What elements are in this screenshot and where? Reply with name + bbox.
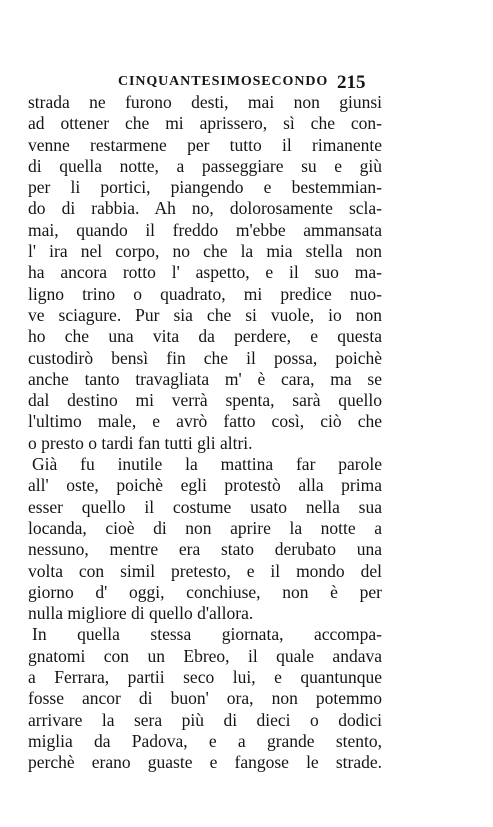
body-text bbox=[28, 92, 382, 774]
text-line: l' ira nel corpo, no che la mia stella non bbox=[28, 241, 382, 262]
text-line: dal destino mi verrà spenta, sarà quello bbox=[28, 390, 382, 411]
text-line: mai, quando il freddo m'ebbe ammansata bbox=[28, 219, 382, 240]
paragraph-start-line: Già fu inutile la mattina far parole bbox=[32, 454, 382, 475]
text-line: strada ne furono desti, mai non giunsi bbox=[28, 92, 382, 112]
text-line: per li portici, piangendo e bestemmian- bbox=[28, 177, 382, 198]
text-line: anche tanto travagliata m' è cara, ma se bbox=[28, 368, 382, 389]
text-line: fosse ancor di buon' ora, non potemmo bbox=[28, 688, 382, 709]
text-line: arrivare la sera più di dieci o dodici bbox=[28, 709, 382, 730]
text-line: ha ancora rotto l' aspetto, e il suo ma- bbox=[28, 262, 382, 283]
text-line: l'ultimo male, e avrò fatto così, ciò che bbox=[28, 411, 382, 432]
text-line: locanda, cioè di non aprire la notte a bbox=[28, 517, 382, 538]
text-line: do di rabbia. Ah no, dolorosamente scla- bbox=[28, 198, 382, 219]
text-line: venne restarmene per tutto il rimanente bbox=[28, 134, 382, 155]
text-line: giorno d' oggi, conchiuse, non è per bbox=[28, 581, 382, 602]
paragraph-end-line: o presto o tardi fan tutti gli altri. bbox=[28, 432, 253, 453]
running-head: CINQUANTESIMOSECONDO bbox=[118, 74, 329, 89]
text-line: custodirò bensì fin che il possa, poichè bbox=[28, 347, 382, 368]
text-line: miglia da Padova, e a grande stento, bbox=[28, 730, 382, 751]
text-line: nessuno, mentre era stato derubato una bbox=[28, 539, 382, 560]
text-line: ho che una vita da perdere, e questa bbox=[28, 326, 382, 347]
text-line: perchè erano guaste e fangose le strade. bbox=[28, 752, 382, 773]
text-line: all' oste, poichè egli protestò alla prima bbox=[28, 475, 382, 496]
page-number: 215 bbox=[337, 72, 366, 93]
text-line: a Ferrara, partii seco lui, e quantunque bbox=[28, 667, 382, 688]
text-line: esser quello il costume usato nella sua bbox=[28, 496, 382, 517]
text-line: gnatomi con un Ebreo, il quale andava bbox=[28, 645, 382, 666]
paragraph-start-line: In quella stessa giornata, accompa- bbox=[32, 624, 382, 645]
text-line: ve sciagure. Pur sia che si vuole, io non bbox=[28, 304, 382, 325]
text-line: ligno trino o quadrato, mi predice nuo- bbox=[28, 283, 382, 304]
text-line: volta con simil pretesto, e il mondo del bbox=[28, 560, 382, 581]
text-line: ad ottener che mi aprissero, sì che con- bbox=[28, 113, 382, 134]
text-line: di quella notte, a passeggiare su e giù bbox=[28, 155, 382, 176]
paragraph-end-line: nulla migliore di quello d'allora. bbox=[28, 603, 254, 624]
